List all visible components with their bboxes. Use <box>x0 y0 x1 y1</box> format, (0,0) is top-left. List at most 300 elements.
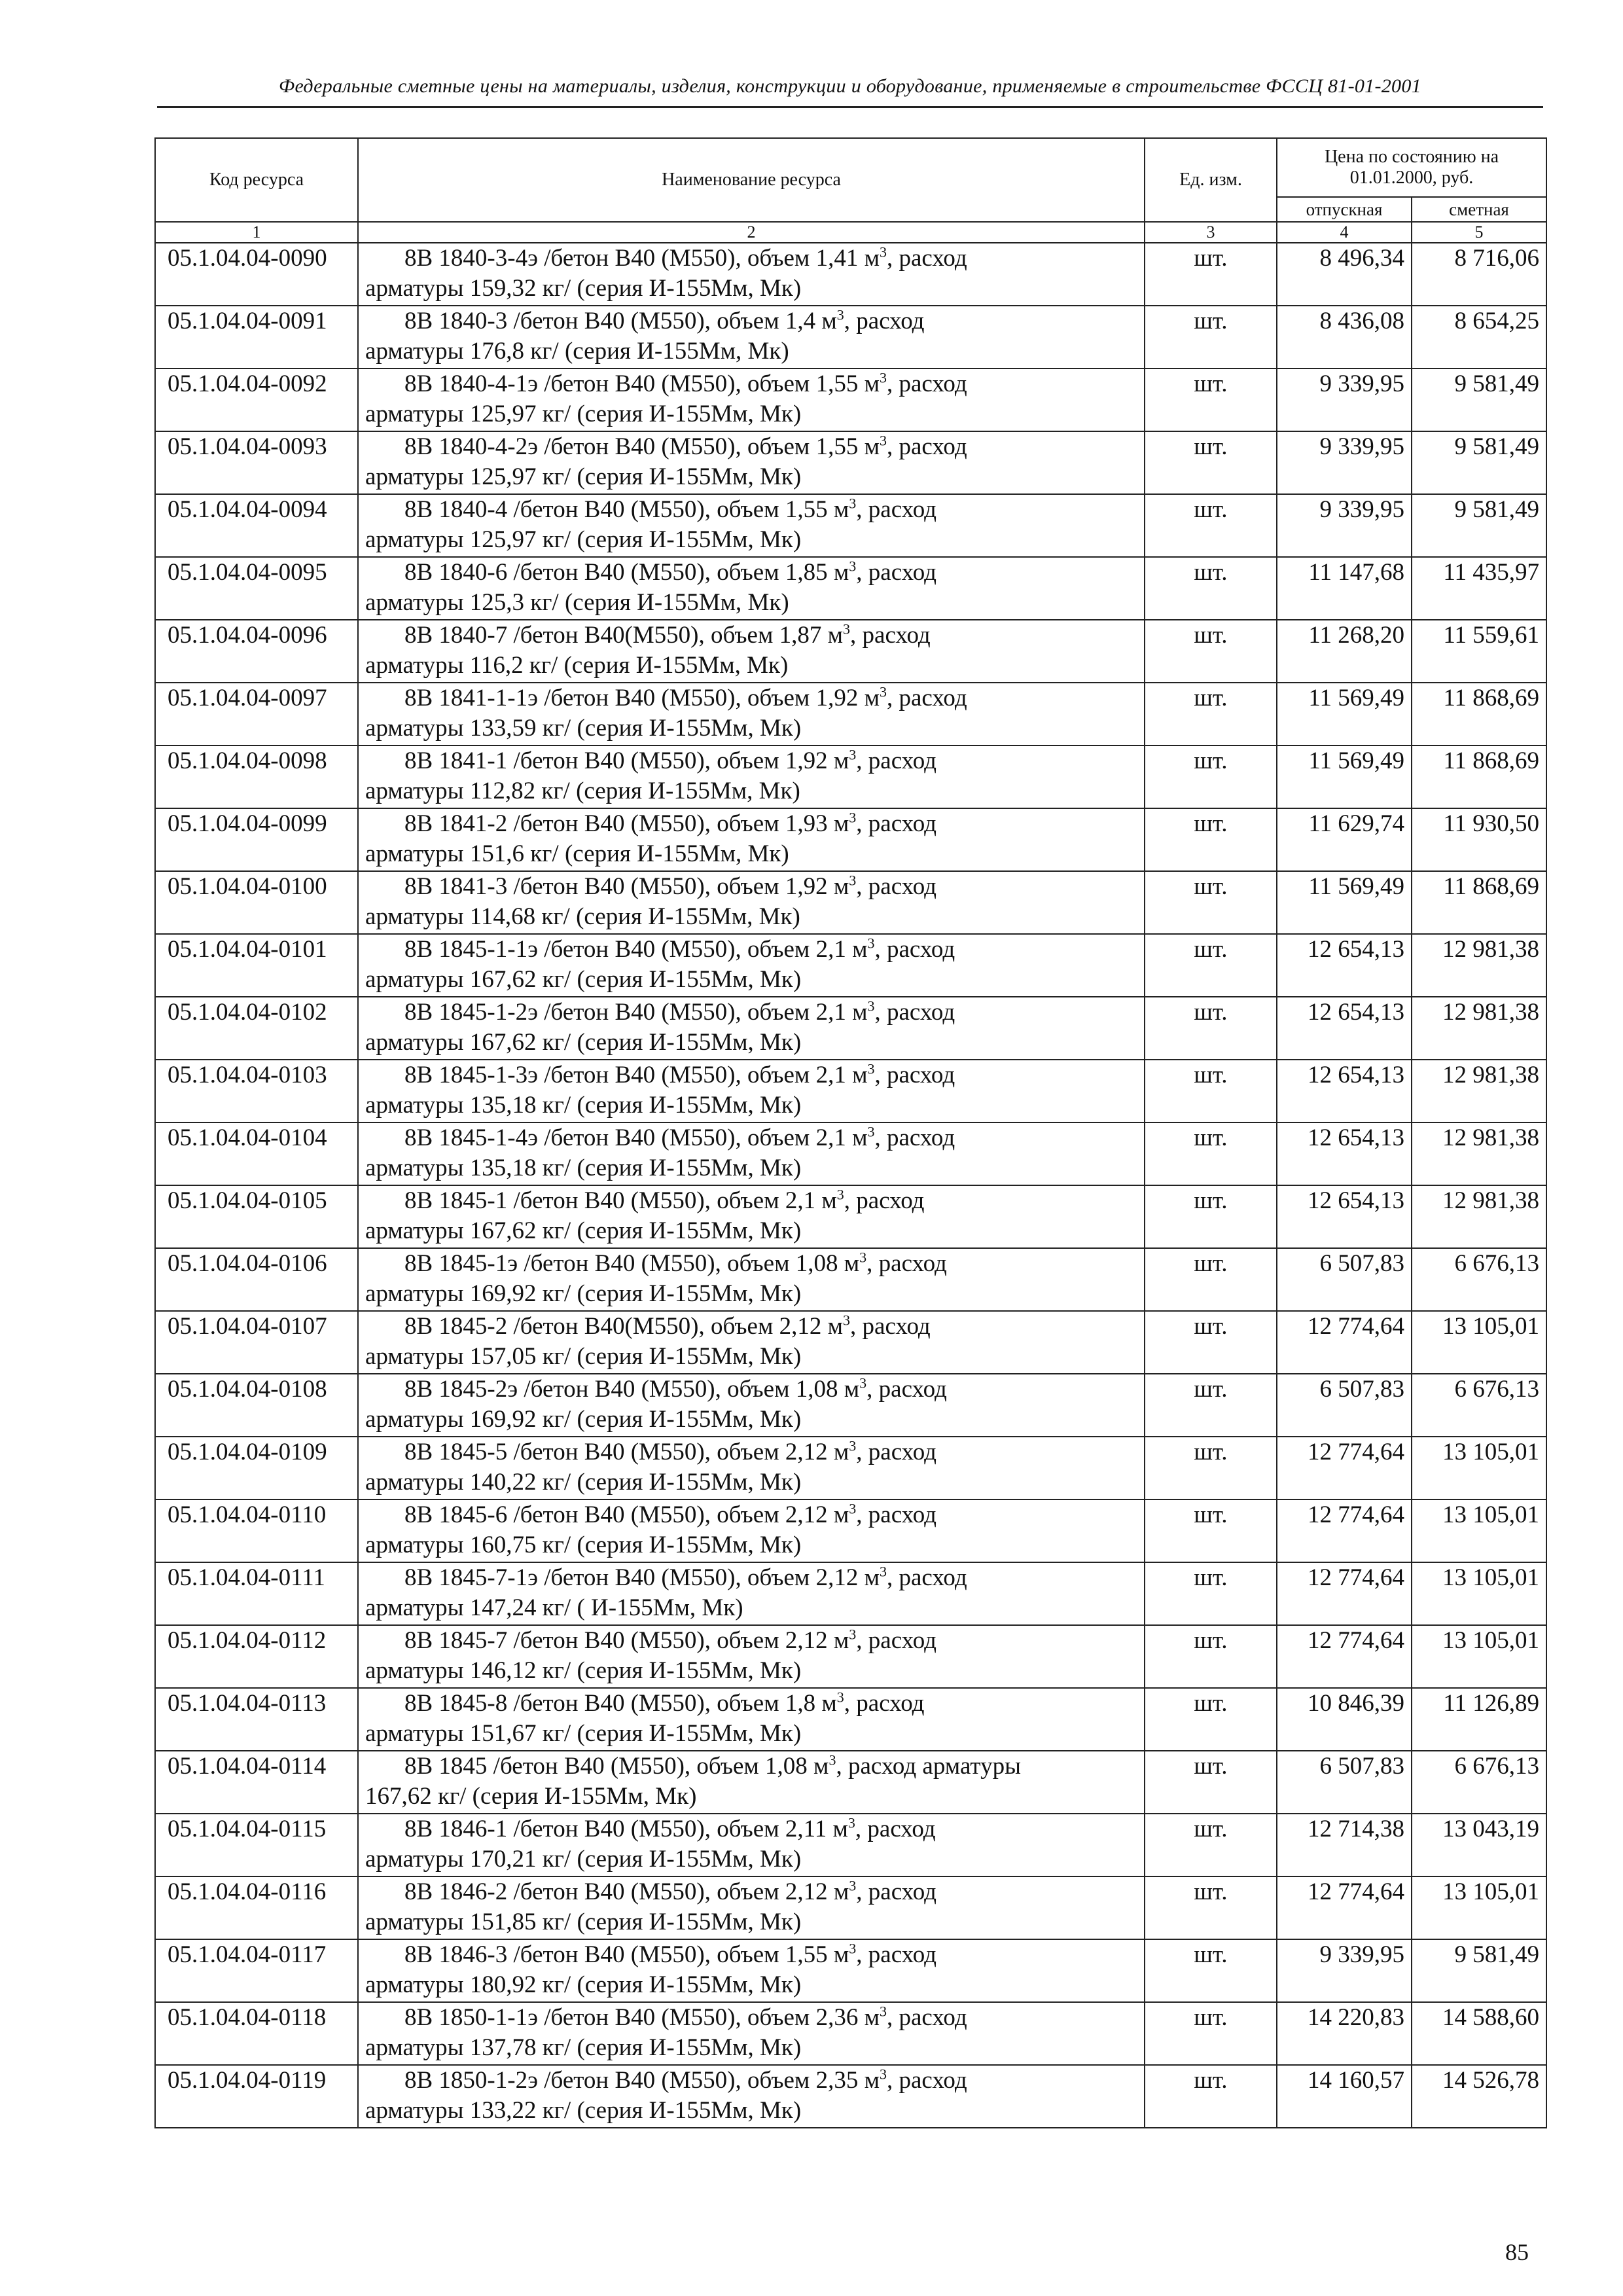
unit: шт. <box>1145 431 1277 494</box>
table-row <box>155 1562 1546 1625</box>
resource-name <box>358 431 1145 494</box>
resource-name-line1: 8В 1845-1-1э /бетон В40 (М550), объем 2,1 м <box>404 936 868 963</box>
table-row <box>155 1499 1546 1562</box>
resource-name-line1: 8В 1845-2э /бетон В40 (М550), объем 1,08 м <box>404 1376 860 1403</box>
release-price: 12 774,64 <box>1277 1876 1412 1939</box>
unit: шт. <box>1145 2002 1277 2065</box>
resource-name <box>358 1625 1145 1688</box>
unit: шт. <box>1145 683 1277 745</box>
resource-name-line2: арматуры 159,32 кг/ (серия И-155Мм, Мк) <box>365 275 802 302</box>
resource-name <box>358 745 1145 808</box>
estimate-price: 13 105,01 <box>1412 1562 1546 1625</box>
resource-name-line2: арматуры 133,59 кг/ (серия И-155Мм, Мк) <box>365 715 802 742</box>
table-row <box>155 1939 1546 2002</box>
resource-name-line1: 8В 1845-1э /бетон В40 (М550), объем 1,08 м <box>404 1250 860 1277</box>
resource-name <box>358 1437 1145 1499</box>
resource-name-line2: арматуры 125,97 кг/ (серия И-155Мм, Мк) <box>365 401 802 427</box>
estimate-price: 11 126,89 <box>1412 1688 1546 1751</box>
superscript: 3 <box>836 306 844 323</box>
unit: шт. <box>1145 1814 1277 1876</box>
estimate-price: 11 435,97 <box>1412 557 1546 620</box>
resource-name-line1-end: , расход <box>886 370 967 397</box>
resource-name-line1-end: , расход <box>855 1816 936 1842</box>
resource-name-line1-end: , расход <box>850 1313 931 1340</box>
col-header-release: отпускная <box>1277 197 1412 222</box>
estimate-price: 12 981,38 <box>1412 997 1546 1060</box>
resource-name <box>358 934 1145 997</box>
resource-name-line1-end: , расход <box>874 936 955 963</box>
resource-name-line1-end: , расход <box>886 2067 967 2094</box>
resource-name-line1: 8В 1846-3 /бетон В40 (М550), объем 1,55 м <box>404 1941 849 1968</box>
estimate-price: 11 559,61 <box>1412 620 1546 683</box>
resource-code: 05.1.04.04-0091 <box>155 306 358 368</box>
resource-code: 05.1.04.04-0112 <box>155 1625 358 1688</box>
resource-code: 05.1.04.04-0100 <box>155 871 358 934</box>
resource-code: 05.1.04.04-0094 <box>155 494 358 557</box>
resource-name-line1: 8В 1845-2 /бетон В40(М550), объем 2,12 м <box>404 1313 844 1340</box>
resource-code: 05.1.04.04-0103 <box>155 1060 358 1122</box>
release-price: 12 654,13 <box>1277 997 1412 1060</box>
resource-code: 05.1.04.04-0102 <box>155 997 358 1060</box>
estimate-price: 13 043,19 <box>1412 1814 1546 1876</box>
resource-name <box>358 1248 1145 1311</box>
superscript: 3 <box>859 1374 867 1391</box>
col-header-code: Код ресурса <box>155 138 358 222</box>
resource-name-line2: арматуры 137,78 кг/ (серия И-155Мм, Мк) <box>365 2034 802 2061</box>
price-table <box>154 137 1547 2128</box>
estimate-price: 11 868,69 <box>1412 683 1546 745</box>
release-price: 6 507,83 <box>1277 1248 1412 1311</box>
resource-name <box>358 1688 1145 1751</box>
table-header <box>155 138 1546 243</box>
unit: шт. <box>1145 243 1277 306</box>
estimate-price: 6 676,13 <box>1412 1751 1546 1814</box>
table-row <box>155 306 1546 368</box>
resource-name <box>358 871 1145 934</box>
page-number: 85 <box>1505 2239 1529 2265</box>
release-price: 12 774,64 <box>1277 1625 1412 1688</box>
resource-name <box>358 243 1145 306</box>
resource-name <box>358 368 1145 431</box>
resource-code: 05.1.04.04-0106 <box>155 1248 358 1311</box>
unit: шт. <box>1145 1437 1277 1499</box>
table-row <box>155 243 1546 306</box>
resource-name-line2: арматуры 170,21 кг/ (серия И-155Мм, Мк) <box>365 1846 802 1873</box>
estimate-price: 6 676,13 <box>1412 1374 1546 1437</box>
resource-code: 05.1.04.04-0101 <box>155 934 358 997</box>
column-number: 5 <box>1412 222 1546 243</box>
resource-code: 05.1.04.04-0113 <box>155 1688 358 1751</box>
superscript: 3 <box>849 746 857 763</box>
unit: шт. <box>1145 1562 1277 1625</box>
resource-name-line2: арматуры 112,82 кг/ (серия И-155Мм, Мк) <box>365 778 800 804</box>
unit: шт. <box>1145 1688 1277 1751</box>
superscript: 3 <box>847 1814 855 1831</box>
release-price: 12 654,13 <box>1277 934 1412 997</box>
release-price: 9 339,95 <box>1277 368 1412 431</box>
superscript: 3 <box>879 1563 887 1580</box>
superscript: 3 <box>879 243 887 260</box>
unit: шт. <box>1145 997 1277 1060</box>
resource-code: 05.1.04.04-0096 <box>155 620 358 683</box>
unit: шт. <box>1145 494 1277 557</box>
superscript: 3 <box>849 1626 857 1643</box>
resource-name-line1-end: , расход <box>856 559 936 586</box>
superscript: 3 <box>849 809 857 826</box>
resource-name-line1: 8В 1845-1-3э /бетон В40 (М550), объем 2,1 м <box>404 1062 868 1088</box>
resource-name-line1: 8В 1840-3-4э /бетон В40 (М550), объем 1,41 м <box>404 245 880 272</box>
estimate-price: 11 930,50 <box>1412 808 1546 871</box>
release-price: 9 339,95 <box>1277 1939 1412 2002</box>
unit: шт. <box>1145 1122 1277 1185</box>
release-price: 12 654,13 <box>1277 1185 1412 1248</box>
table-row <box>155 808 1546 871</box>
resource-name-line1: 8В 1845-8 /бетон В40 (М550), объем 1,8 м <box>404 1690 837 1717</box>
resource-name-line2: арматуры 167,62 кг/ (серия И-155Мм, Мк) <box>365 1217 802 1244</box>
estimate-price: 12 981,38 <box>1412 1060 1546 1122</box>
resource-name-line1: 8В 1850-1-2э /бетон В40 (М550), объем 2,35 м <box>404 2067 880 2094</box>
superscript: 3 <box>836 1186 844 1203</box>
superscript: 3 <box>849 1500 857 1517</box>
resource-name-line2: арматуры 167,62 кг/ (серия И-155Мм, Мк) <box>365 1029 802 1056</box>
resource-name <box>358 1374 1145 1437</box>
resource-name-line2: арматуры 169,92 кг/ (серия И-155Мм, Мк) <box>365 1406 802 1433</box>
unit: шт. <box>1145 808 1277 871</box>
resource-name-line2: арматуры 146,12 кг/ (серия И-155Мм, Мк) <box>365 1657 802 1684</box>
release-price: 11 569,49 <box>1277 745 1412 808</box>
column-number: 2 <box>358 222 1145 243</box>
resource-name-line2: арматуры 125,3 кг/ (серия И-155Мм, Мк) <box>365 589 789 616</box>
estimate-price: 9 581,49 <box>1412 368 1546 431</box>
unit: шт. <box>1145 1499 1277 1562</box>
resource-name-line1: 8В 1840-3 /бетон В40 (М550), объем 1,4 м <box>404 308 837 334</box>
estimate-price: 13 105,01 <box>1412 1876 1546 1939</box>
estimate-price: 9 581,49 <box>1412 1939 1546 2002</box>
table-row <box>155 683 1546 745</box>
resource-code: 05.1.04.04-0117 <box>155 1939 358 2002</box>
superscript: 3 <box>867 935 875 952</box>
resource-name-line1-end: , расход <box>856 1941 936 1968</box>
estimate-price: 14 588,60 <box>1412 2002 1546 2065</box>
resource-name-line1-end: , расход <box>874 999 955 1026</box>
superscript: 3 <box>836 1689 844 1706</box>
resource-name-line1-end: , расход <box>844 1690 925 1717</box>
table-row <box>155 1688 1546 1751</box>
resource-name-line2: арматуры 167,62 кг/ (серия И-155Мм, Мк) <box>365 966 802 993</box>
resource-name-line1-end: , расход <box>856 1501 936 1528</box>
resource-name-line1: 8В 1840-4-2э /бетон В40 (М550), объем 1,55 м <box>404 433 880 460</box>
resource-name-line1: 8В 1845-1-2э /бетон В40 (М550), объем 2,1 м <box>404 999 868 1026</box>
table-row <box>155 934 1546 997</box>
resource-name <box>358 1060 1145 1122</box>
release-price: 8 436,08 <box>1277 306 1412 368</box>
resource-name-line1: 8В 1845-1 /бетон В40 (М550), объем 2,1 м <box>404 1187 837 1214</box>
resource-name-line2: арматуры 116,2 кг/ (серия И-155Мм, Мк) <box>365 652 789 679</box>
resource-code: 05.1.04.04-0110 <box>155 1499 358 1562</box>
resource-name <box>358 808 1145 871</box>
resource-name-line1: 8В 1841-1-1э /бетон В40 (М550), объем 1,92 м <box>404 685 880 711</box>
estimate-price: 13 105,01 <box>1412 1311 1546 1374</box>
table-row <box>155 997 1546 1060</box>
resource-code: 05.1.04.04-0116 <box>155 1876 358 1939</box>
release-price: 11 147,68 <box>1277 557 1412 620</box>
table-row <box>155 1122 1546 1185</box>
unit: шт. <box>1145 1374 1277 1437</box>
resource-code: 05.1.04.04-0099 <box>155 808 358 871</box>
resource-name-line1-end: , расход арматуры <box>836 1753 1021 1780</box>
resource-name-line2: арматуры 114,68 кг/ (серия И-155Мм, Мк) <box>365 903 800 930</box>
resource-name <box>358 683 1145 745</box>
superscript: 3 <box>849 1437 857 1454</box>
estimate-price: 13 105,01 <box>1412 1437 1546 1499</box>
resource-name-line1-end: , расход <box>856 747 936 774</box>
unit: шт. <box>1145 934 1277 997</box>
release-price: 14 160,57 <box>1277 2065 1412 2128</box>
estimate-price: 13 105,01 <box>1412 1625 1546 1688</box>
resource-code: 05.1.04.04-0114 <box>155 1751 358 1814</box>
resource-name-line1: 8В 1841-2 /бетон В40 (М550), объем 1,93 м <box>404 810 849 837</box>
resource-name <box>358 1562 1145 1625</box>
release-price: 12 774,64 <box>1277 1311 1412 1374</box>
resource-name-line1: 8В 1840-6 /бетон В40 (М550), объем 1,85 м <box>404 559 849 586</box>
release-price: 6 507,83 <box>1277 1751 1412 1814</box>
resource-name-line1-end: , расход <box>850 622 931 649</box>
resource-name-line2: 167,62 кг/ (серия И-155Мм, Мк) <box>365 1783 697 1810</box>
table-row <box>155 2065 1546 2128</box>
running-header: Федеральные сметные цены на материалы, изделия, конструкции и оборудование, применяемые в строительстве ФССЦ 81-01-2001 <box>157 72 1543 108</box>
release-price: 14 220,83 <box>1277 2002 1412 2065</box>
unit: шт. <box>1145 2065 1277 2128</box>
resource-name-line2: арматуры 157,05 кг/ (серия И-155Мм, Мк) <box>365 1343 802 1370</box>
resource-code: 05.1.04.04-0111 <box>155 1562 358 1625</box>
estimate-price: 12 981,38 <box>1412 1122 1546 1185</box>
release-price: 12 654,13 <box>1277 1060 1412 1122</box>
resource-code: 05.1.04.04-0115 <box>155 1814 358 1876</box>
unit: шт. <box>1145 745 1277 808</box>
resource-name-line2: арматуры 135,18 кг/ (серия И-155Мм, Мк) <box>365 1092 802 1119</box>
estimate-price: 11 868,69 <box>1412 871 1546 934</box>
resource-name-line1-end: , расход <box>856 810 936 837</box>
table-row <box>155 557 1546 620</box>
resource-name-line1-end: , расход <box>844 308 925 334</box>
resource-code: 05.1.04.04-0095 <box>155 557 358 620</box>
superscript: 3 <box>829 1751 836 1768</box>
resource-name-line2: арматуры 151,85 кг/ (серия И-155Мм, Мк) <box>365 1909 802 1935</box>
resource-name-line2: арматуры 135,18 кг/ (серия И-155Мм, Мк) <box>365 1155 802 1181</box>
estimate-price: 9 581,49 <box>1412 494 1546 557</box>
resource-name-line2: арматуры 176,8 кг/ (серия И-155Мм, Мк) <box>365 338 789 365</box>
resource-name <box>358 1939 1145 2002</box>
resource-name <box>358 1122 1145 1185</box>
resource-name <box>358 1751 1145 1814</box>
unit: шт. <box>1145 620 1277 683</box>
resource-code: 05.1.04.04-0092 <box>155 368 358 431</box>
estimate-price: 9 581,49 <box>1412 431 1546 494</box>
table-row <box>155 2002 1546 2065</box>
superscript: 3 <box>879 2003 887 2020</box>
column-number: 4 <box>1277 222 1412 243</box>
resource-name-line1: 8В 1841-1 /бетон В40 (М550), объем 1,92 м <box>404 747 849 774</box>
table-row <box>155 1814 1546 1876</box>
resource-name <box>358 620 1145 683</box>
unit: шт. <box>1145 1248 1277 1311</box>
release-price: 9 339,95 <box>1277 431 1412 494</box>
resource-name-line2: арматуры 125,97 кг/ (серия И-155Мм, Мк) <box>365 463 802 490</box>
column-number: 3 <box>1145 222 1277 243</box>
superscript: 3 <box>867 1123 875 1140</box>
resource-name-line2: арматуры 169,92 кг/ (серия И-155Мм, Мк) <box>365 1280 802 1307</box>
unit: шт. <box>1145 306 1277 368</box>
resource-code: 05.1.04.04-0118 <box>155 2002 358 2065</box>
resource-name-line2: арматуры 140,22 кг/ (серия И-155Мм, Мк) <box>365 1469 802 1496</box>
resource-name-line1-end: , расход <box>886 245 967 272</box>
resource-name-line1-end: , расход <box>856 1878 936 1905</box>
resource-name-line1: 8В 1845-5 /бетон В40 (М550), объем 2,12 м <box>404 1439 849 1465</box>
resource-name-line1: 8В 1845-7 /бетон В40 (М550), объем 2,12 м <box>404 1627 849 1654</box>
resource-name-line1-end: , расход <box>886 685 967 711</box>
table-row <box>155 1876 1546 1939</box>
table-body <box>155 243 1546 2128</box>
unit: шт. <box>1145 368 1277 431</box>
unit: шт. <box>1145 1311 1277 1374</box>
table-row <box>155 494 1546 557</box>
resource-name-line1-end: , расход <box>874 1062 955 1088</box>
unit: шт. <box>1145 1060 1277 1122</box>
superscript: 3 <box>849 1940 857 1957</box>
superscript: 3 <box>879 2066 887 2083</box>
table-row <box>155 1185 1546 1248</box>
table-row <box>155 1248 1546 1311</box>
table-row <box>155 1060 1546 1122</box>
release-price: 8 496,34 <box>1277 243 1412 306</box>
release-price: 12 774,64 <box>1277 1437 1412 1499</box>
unit: шт. <box>1145 1876 1277 1939</box>
superscript: 3 <box>843 1312 851 1329</box>
resource-name <box>358 1499 1145 1562</box>
resource-name-line1: 8В 1846-1 /бетон В40 (М550), объем 2,11 м <box>404 1816 848 1842</box>
resource-name <box>358 557 1145 620</box>
resource-name-line1-end: , расход <box>856 496 936 523</box>
superscript: 3 <box>859 1249 867 1266</box>
unit: шт. <box>1145 871 1277 934</box>
resource-name-line1-end: , расход <box>866 1376 947 1403</box>
resource-name-line1: 8В 1845-7-1э /бетон В40 (М550), объем 2,12 м <box>404 1564 880 1591</box>
resource-name <box>358 997 1145 1060</box>
resource-name-line1: 8В 1845 /бетон В40 (М550), объем 1,08 м <box>404 1753 829 1780</box>
resource-name-line2: арматуры 147,24 кг/ ( И-155Мм, Мк) <box>365 1594 743 1621</box>
release-price: 12 714,38 <box>1277 1814 1412 1876</box>
table-row <box>155 1437 1546 1499</box>
superscript: 3 <box>879 683 887 700</box>
superscript: 3 <box>849 558 857 575</box>
resource-name-line1-end: , расход <box>856 1627 936 1654</box>
estimate-price: 11 868,69 <box>1412 745 1546 808</box>
resource-name <box>358 2065 1145 2128</box>
estimate-price: 6 676,13 <box>1412 1248 1546 1311</box>
estimate-price: 12 981,38 <box>1412 934 1546 997</box>
release-price: 10 846,39 <box>1277 1688 1412 1751</box>
unit: шт. <box>1145 1751 1277 1814</box>
release-price: 11 629,74 <box>1277 808 1412 871</box>
col-header-name: Наименование ресурса <box>358 138 1145 222</box>
resource-code: 05.1.04.04-0119 <box>155 2065 358 2128</box>
table-row <box>155 1751 1546 1814</box>
resource-code: 05.1.04.04-0107 <box>155 1311 358 1374</box>
superscript: 3 <box>849 872 857 889</box>
resource-name-line1: 8В 1846-2 /бетон В40 (М550), объем 2,12 м <box>404 1878 849 1905</box>
resource-name <box>358 1311 1145 1374</box>
release-price: 11 569,49 <box>1277 683 1412 745</box>
column-number: 1 <box>155 222 358 243</box>
resource-name <box>358 1876 1145 1939</box>
unit: шт. <box>1145 1939 1277 2002</box>
resource-code: 05.1.04.04-0097 <box>155 683 358 745</box>
resource-code: 05.1.04.04-0093 <box>155 431 358 494</box>
resource-code: 05.1.04.04-0098 <box>155 745 358 808</box>
resource-name-line1-end: , расход <box>844 1187 925 1214</box>
table-row <box>155 1374 1546 1437</box>
col-header-unit: Ед. изм. <box>1145 138 1277 222</box>
superscript: 3 <box>879 432 887 449</box>
resource-name-line1: 8В 1845-6 /бетон В40 (М550), объем 2,12 м <box>404 1501 849 1528</box>
resource-name-line2: арматуры 125,97 кг/ (серия И-155Мм, Мк) <box>365 526 802 553</box>
resource-name-line1: 8В 1840-7 /бетон В40(М550), объем 1,87 м <box>404 622 844 649</box>
estimate-price: 8 716,06 <box>1412 243 1546 306</box>
release-price: 11 569,49 <box>1277 871 1412 934</box>
resource-name-line1-end: , расход <box>886 2004 967 2031</box>
estimate-price: 8 654,25 <box>1412 306 1546 368</box>
superscript: 3 <box>867 1060 875 1077</box>
resource-name-line1-end: , расход <box>874 1124 955 1151</box>
resource-name-line2: арматуры 160,75 кг/ (серия И-155Мм, Мк) <box>365 1532 802 1558</box>
table-row <box>155 368 1546 431</box>
resource-name <box>358 1185 1145 1248</box>
estimate-price: 14 526,78 <box>1412 2065 1546 2128</box>
resource-name-line1-end: , расход <box>856 1439 936 1465</box>
resource-name-line1-end: , расход <box>886 433 967 460</box>
unit: шт. <box>1145 1625 1277 1688</box>
resource-name-line1: 8В 1840-4 /бетон В40 (М550), объем 1,55 м <box>404 496 849 523</box>
release-price: 12 654,13 <box>1277 1122 1412 1185</box>
resource-name-line1-end: , расход <box>886 1564 967 1591</box>
release-price: 11 268,20 <box>1277 620 1412 683</box>
resource-name <box>358 2002 1145 2065</box>
resource-code: 05.1.04.04-0109 <box>155 1437 358 1499</box>
col-header-estimate: сметная <box>1412 197 1546 222</box>
resource-name <box>358 306 1145 368</box>
table-row <box>155 620 1546 683</box>
resource-name-line1: 8В 1845-1-4э /бетон В40 (М550), объем 2,1 м <box>404 1124 868 1151</box>
resource-code: 05.1.04.04-0105 <box>155 1185 358 1248</box>
unit: шт. <box>1145 1185 1277 1248</box>
resource-name-line1: 8В 1840-4-1э /бетон В40 (М550), объем 1,55 м <box>404 370 880 397</box>
resource-name-line2: арматуры 151,6 кг/ (серия И-155Мм, Мк) <box>365 840 789 867</box>
table-row <box>155 871 1546 934</box>
superscript: 3 <box>879 369 887 386</box>
superscript: 3 <box>849 1877 857 1894</box>
estimate-price: 12 981,38 <box>1412 1185 1546 1248</box>
resource-name-line1: 8В 1841-3 /бетон В40 (М550), объем 1,92 м <box>404 873 849 900</box>
col-header-price-group: Цена по состоянию на 01.01.2000, руб. <box>1277 138 1546 197</box>
column-numbers-row <box>155 222 1546 243</box>
resource-name <box>358 1814 1145 1876</box>
resource-name-line2: арматуры 133,22 кг/ (серия И-155Мм, Мк) <box>365 2097 802 2124</box>
resource-name-line2: арматуры 180,92 кг/ (серия И-155Мм, Мк) <box>365 1971 802 1998</box>
table-row <box>155 1625 1546 1688</box>
resource-name-line1: 8В 1850-1-1э /бетон В40 (М550), объем 2,36 м <box>404 2004 880 2031</box>
table-row <box>155 1311 1546 1374</box>
table-row <box>155 431 1546 494</box>
